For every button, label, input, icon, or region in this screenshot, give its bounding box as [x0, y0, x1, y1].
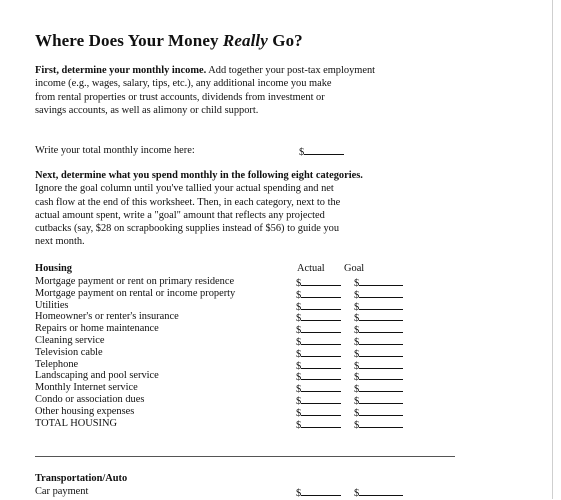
income-field[interactable] — [299, 145, 344, 158]
goal-currency: $ — [354, 289, 360, 301]
intro-lead: First, determine your monthly income. — [35, 65, 207, 76]
goal-currency: $ — [354, 301, 360, 313]
actual-currency: $ — [296, 348, 302, 360]
actual-blank[interactable] — [301, 347, 341, 357]
income-label: Write your total monthly income here: — [35, 145, 195, 156]
instructions-lead: Next, determine what you spend monthly in the following eight categories. — [35, 170, 363, 181]
transport-heading: Transportation/Auto — [35, 473, 128, 484]
actual-currency: $ — [296, 407, 302, 419]
goal-amount-field[interactable] — [354, 418, 403, 432]
goal-currency: $ — [354, 488, 360, 499]
section-divider — [35, 456, 455, 457]
row-label: TOTAL HOUSING — [35, 417, 117, 429]
actual-blank[interactable] — [301, 323, 341, 333]
intro-line-4: savings accounts, as well as alimony or child support. — [35, 104, 259, 116]
row-label: Car payment — [35, 486, 89, 497]
actual-currency: $ — [296, 325, 302, 337]
row-label: Utilities — [35, 299, 69, 311]
instructions-line-5: cutbacks (say, $28 on scrapbooking supplies instead of $56) to guide you — [35, 223, 340, 235]
actual-currency: $ — [296, 289, 302, 301]
actual-currency: $ — [296, 278, 302, 289]
goal-currency: $ — [354, 372, 360, 384]
instructions-line-4: actual amount spent, write a "goal" amount that reflects any projected — [35, 209, 325, 221]
table-row — [35, 359, 455, 371]
goal-currency: $ — [354, 278, 360, 289]
instructions-line-6: next month. — [35, 236, 85, 248]
actual-blank[interactable] — [301, 418, 341, 428]
actual-blank[interactable] — [301, 406, 341, 416]
goal-column-header: Goal — [344, 263, 365, 274]
actual-amount-field[interactable] — [296, 486, 341, 500]
goal-blank[interactable] — [359, 311, 403, 321]
goal-currency: $ — [354, 419, 360, 431]
title-prefix: Where Does Your Money — [35, 31, 223, 50]
actual-amount-field[interactable] — [296, 418, 341, 432]
title-suffix: Go? — [267, 31, 303, 50]
table-row — [35, 382, 455, 394]
row-label: Homeowner's or renter's insurance — [35, 311, 179, 323]
table-row — [35, 335, 455, 347]
actual-currency: $ — [296, 372, 302, 384]
instructions-paragraph — [35, 169, 435, 249]
actual-blank[interactable] — [301, 276, 341, 286]
table-row — [35, 311, 455, 323]
page-title — [35, 31, 303, 51]
table-row — [35, 418, 455, 430]
intro-paragraph — [35, 64, 435, 117]
actual-blank[interactable] — [301, 311, 341, 321]
row-label: Mortgage payment or rent on primary residence — [35, 276, 235, 287]
actual-currency: $ — [296, 313, 302, 325]
intro-line-2: income (e.g., wages, salary, tips, etc.), any additional income you make — [35, 78, 332, 90]
title-emphasis: Really — [222, 31, 268, 50]
row-label: Condo or association dues — [35, 393, 145, 405]
actual-blank[interactable] — [301, 359, 341, 369]
row-label: Telephone — [35, 358, 79, 370]
actual-currency: $ — [296, 301, 302, 313]
housing-rows — [35, 276, 455, 429]
actual-currency: $ — [296, 419, 302, 431]
row-label: Cleaning service — [35, 334, 105, 346]
row-label: Other housing expenses — [35, 405, 135, 417]
goal-amount-field[interactable] — [354, 486, 403, 500]
goal-blank[interactable] — [359, 347, 403, 357]
actual-blank[interactable] — [301, 394, 341, 404]
goal-blank[interactable] — [359, 276, 403, 286]
goal-blank[interactable] — [359, 486, 403, 496]
actual-blank[interactable] — [301, 382, 341, 392]
goal-blank[interactable] — [359, 382, 403, 392]
row-label: Landscaping and pool service — [35, 370, 159, 382]
actual-currency: $ — [296, 336, 302, 348]
goal-currency: $ — [354, 384, 360, 396]
goal-blank[interactable] — [359, 323, 403, 333]
goal-blank[interactable] — [359, 359, 403, 369]
actual-currency: $ — [296, 360, 302, 372]
goal-currency: $ — [354, 336, 360, 348]
income-currency: $ — [299, 147, 305, 158]
goal-blank[interactable] — [359, 288, 403, 298]
goal-blank[interactable] — [359, 300, 403, 310]
row-label: Mortgage payment on rental or income property — [35, 287, 236, 299]
income-prompt — [35, 145, 305, 158]
goal-blank[interactable] — [359, 406, 403, 416]
table-row — [35, 486, 455, 498]
actual-column-header: Actual — [297, 263, 325, 274]
actual-currency: $ — [296, 384, 302, 396]
goal-currency: $ — [354, 360, 360, 372]
goal-blank[interactable] — [359, 418, 403, 428]
actual-currency: $ — [296, 395, 302, 407]
transport-rows — [35, 486, 455, 498]
goal-currency: $ — [354, 325, 360, 337]
housing-heading: Housing — [35, 263, 72, 274]
table-row — [35, 323, 455, 335]
actual-blank[interactable] — [301, 288, 341, 298]
goal-blank[interactable] — [359, 394, 403, 404]
actual-blank[interactable] — [301, 300, 341, 310]
actual-blank[interactable] — [301, 486, 341, 496]
table-row — [35, 394, 455, 406]
row-label: Monthly Internet service — [35, 382, 138, 394]
instructions-line-2: Ignore the goal column until you've tallied your actual spending and net — [35, 183, 334, 195]
goal-blank[interactable] — [359, 370, 403, 380]
table-row — [35, 276, 455, 288]
goal-currency: $ — [354, 313, 360, 325]
scrollbar-track[interactable] — [553, 0, 561, 499]
row-label: Television cable — [35, 346, 103, 358]
income-blank[interactable] — [304, 145, 344, 155]
table-row — [35, 288, 455, 300]
goal-currency: $ — [354, 348, 360, 360]
table-row — [35, 347, 455, 359]
intro-line-1: Add together your post-tax employment — [206, 65, 376, 76]
actual-currency: $ — [296, 488, 302, 499]
goal-currency: $ — [354, 395, 360, 407]
goal-currency: $ — [354, 407, 360, 419]
row-label: Repairs or home maintenance — [35, 323, 159, 335]
goal-blank[interactable] — [359, 335, 403, 345]
table-row — [35, 300, 455, 312]
intro-line-3: from rental properties or trust accounts, dividends from investment or — [35, 91, 325, 103]
actual-blank[interactable] — [301, 370, 341, 380]
table-row — [35, 370, 455, 382]
actual-blank[interactable] — [301, 335, 341, 345]
instructions-line-3: cash flow at the end of this worksheet. Then, in each category, next to the — [35, 196, 341, 208]
table-row — [35, 406, 455, 418]
